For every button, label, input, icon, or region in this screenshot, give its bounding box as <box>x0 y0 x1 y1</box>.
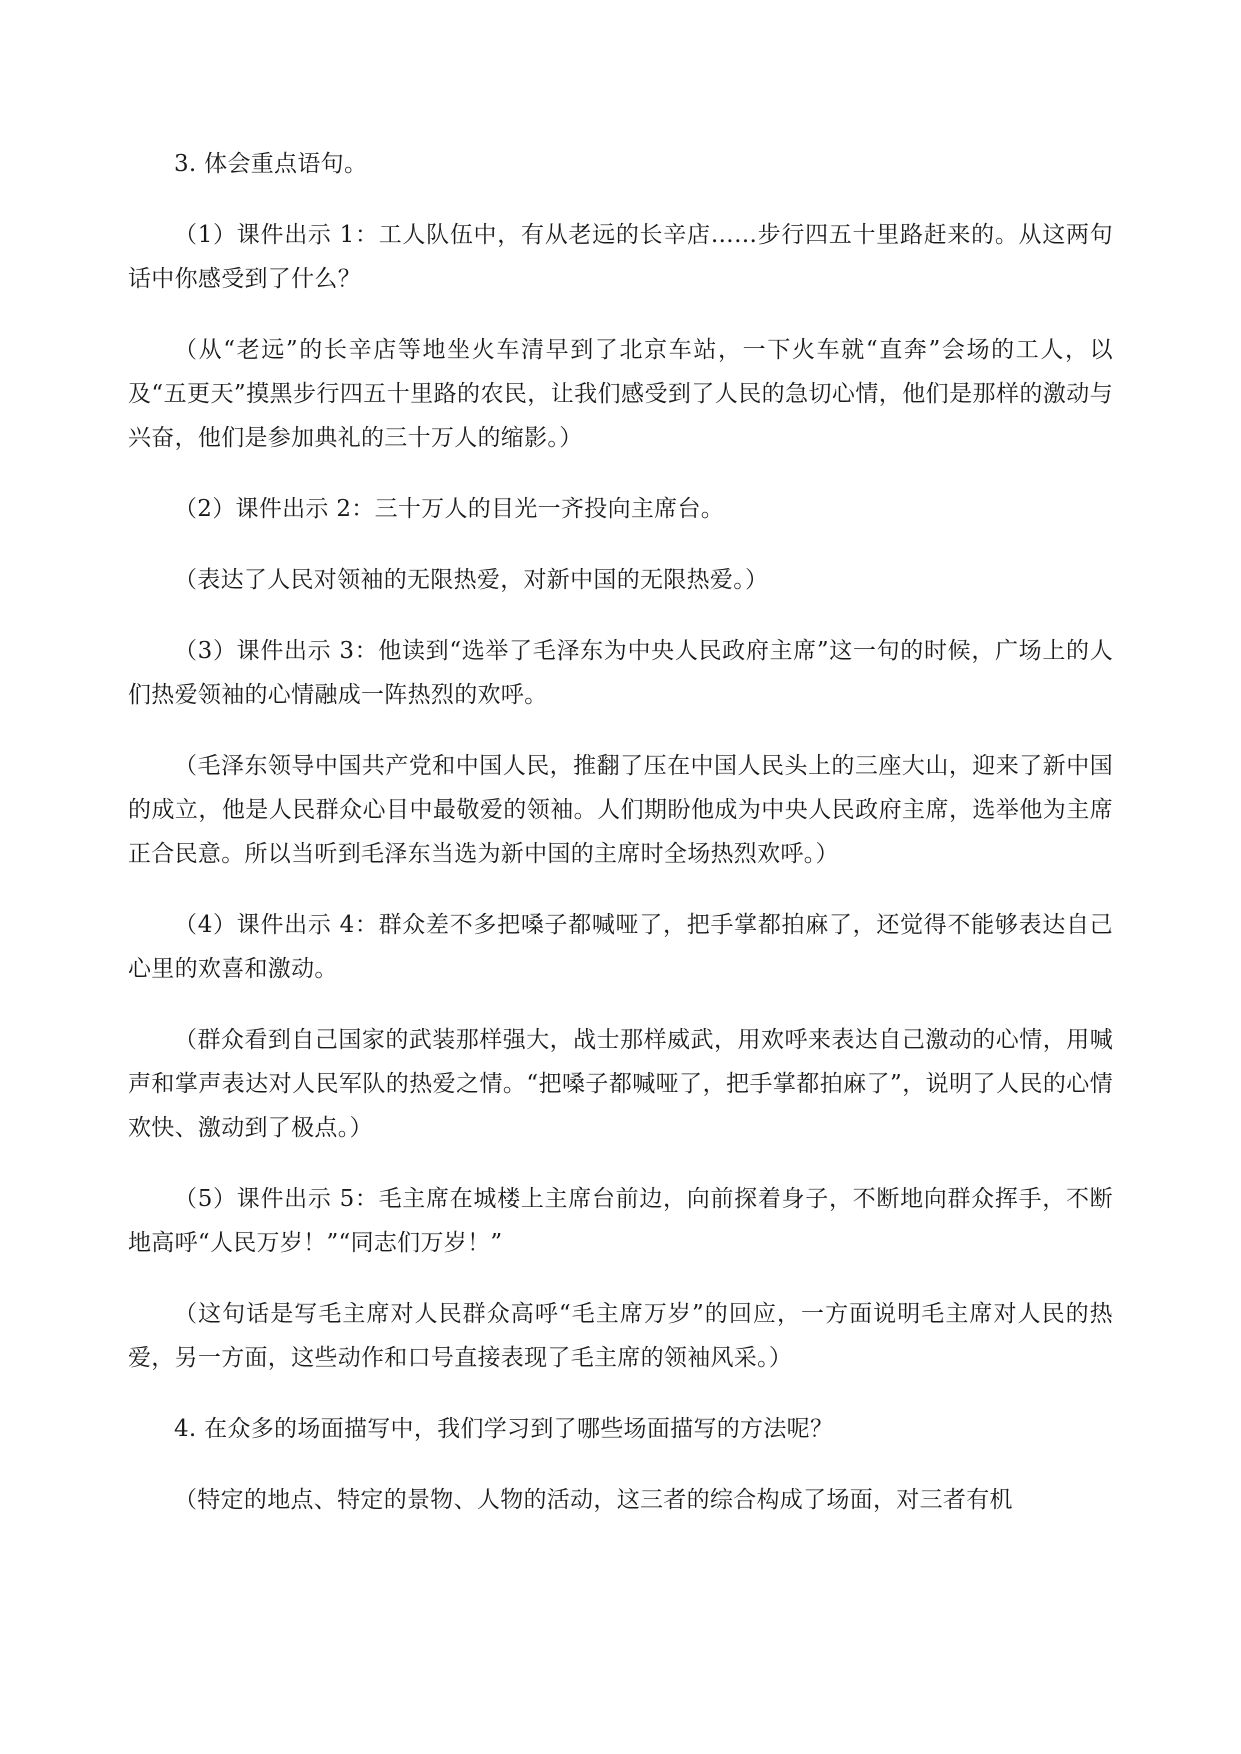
paragraph-answer-4: （群众看到自己国家的武装那样强大，战士那样威武，用欢呼来表达自己激动的心情，用喊声和掌声表达对人民军队的热爱之情。“把嗓子都喊哑了，把手掌都拍麻了”，说明了人民的心情欢快、激动到了极点。） <box>128 1027 1113 1141</box>
paragraph-answer-3: （毛泽东领导中国共产党和中国人民，推翻了压在中国人民头上的三座大山，迎来了新中国的成立，他是人民群众心目中最敬爱的领袖。人们期盼他成为中央人民政府主席，选举他为主席正合民意。所以当听到毛泽东当选为新中国的主席时全场热烈欢呼。） <box>128 753 1113 867</box>
paragraph-heading-3: 3. 体会重点语句。 <box>174 151 368 177</box>
paragraph-courseware-5: （5）课件出示 5：毛主席在城楼上主席台前边，向前探着身子，不断地向群众挥手，不断地高呼“人民万岁！”“同志们万岁！” <box>128 1186 1113 1256</box>
paragraph-answer-2: （表达了人民对领袖的无限热爱，对新中国的无限热爱。） <box>174 567 769 593</box>
paragraph-courseware-4: （4）课件出示 4：群众差不多把嗓子都喊哑了，把手掌都拍麻了，还觉得不能够表达自己心里的欢喜和激动。 <box>128 912 1113 982</box>
paragraph-courseware-1: （1）课件出示 1：工人队伍中，有从老远的长辛店……步行四五十里路赶来的。从这两句话中你感受到了什么？ <box>128 222 1113 292</box>
paragraph-answer-1: （从“老远”的长辛店等地坐火车清早到了北京车站，一下火车就“直奔”会场的工人，以及“五更天”摸黑步行四五十里路的农民，让我们感受到了人民的急切心情，他们是那样的激动与兴奋，他们是参加典礼的三十万人的缩影。） <box>128 337 1113 451</box>
document-body <box>128 142 1113 1549</box>
paragraph-answer-5: （这句话是写毛主席对人民群众高呼“毛主席万岁”的回应，一方面说明毛主席对人民的热爱，另一方面，这些动作和口号直接表现了毛主席的领袖风采。） <box>128 1301 1113 1371</box>
paragraph-courseware-3: （3）课件出示 3：他读到“选举了毛泽东为中央人民政府主席”这一句的时候，广场上的人们热爱领袖的心情融成一阵热烈的欢呼。 <box>128 638 1113 708</box>
paragraph-answer-6: （特定的地点、特定的景物、人物的活动，这三者的综合构成了场面，对三者有机 <box>174 1487 1013 1513</box>
paragraph-courseware-2: （2）课件出示 2：三十万人的目光一齐投向主席台。 <box>174 496 725 522</box>
paragraph-heading-4: 4. 在众多的场面描写中，我们学习到了哪些场面描写的方法呢？ <box>174 1416 834 1442</box>
